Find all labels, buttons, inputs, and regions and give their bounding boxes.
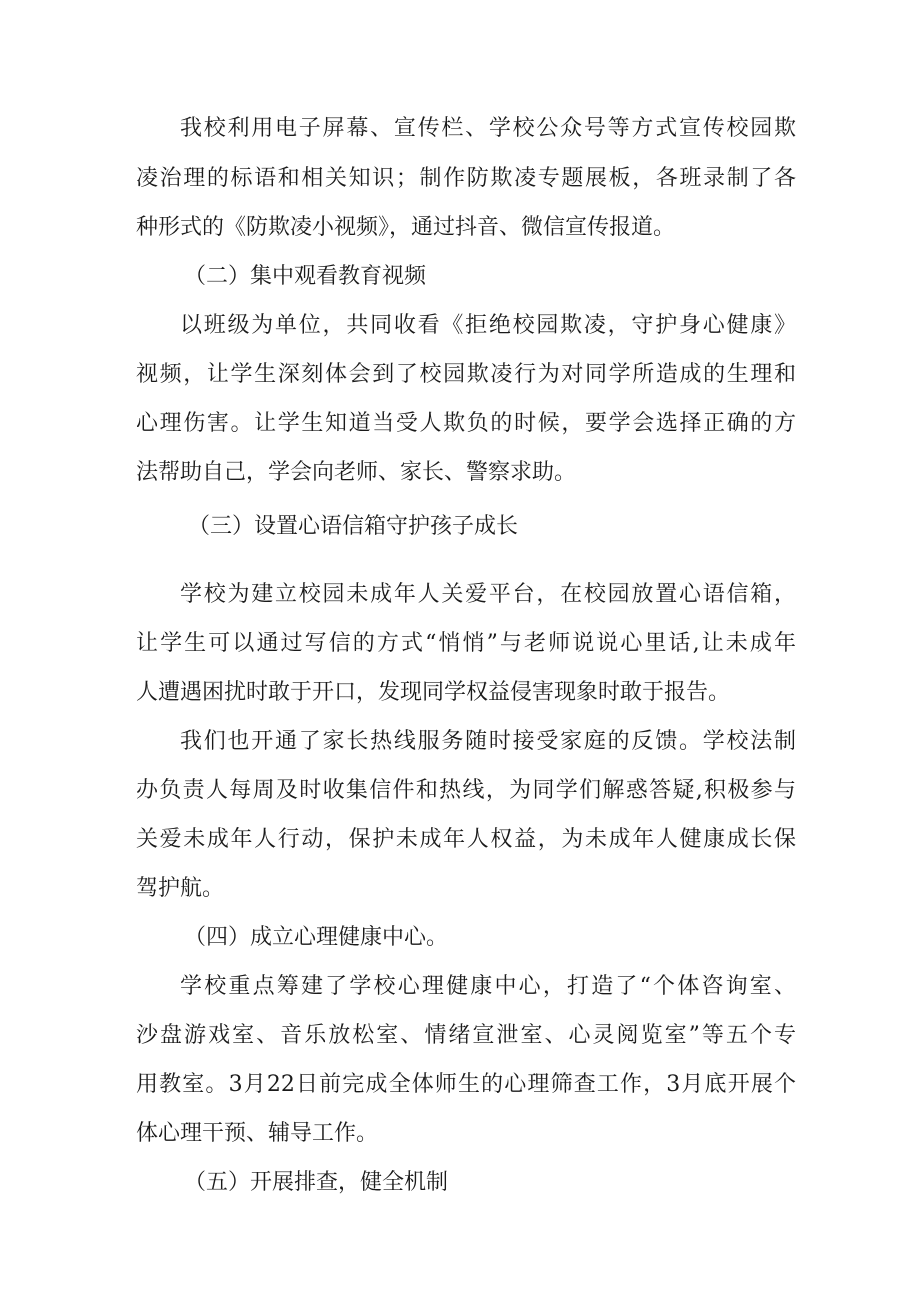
paragraph-line: 让学生可以通过写信的方式“悄悄”与老师说说心里话,让未成年 bbox=[136, 631, 796, 656]
paragraph-line: 人遭遇困扰时敢于开口，发现同学权益侵害现象时敢于报告。 bbox=[136, 680, 731, 705]
paragraph-line: 学校为建立校园未成年人关爱平台，在校园放置心语信箱， bbox=[180, 582, 796, 607]
paragraph-line: 凌治理的标语和相关知识；制作防欺凌专题展板，各班录制了各 bbox=[136, 166, 796, 191]
section-heading: （三）设置心语信箱守护孩子成长 bbox=[188, 514, 519, 539]
section-heading: （五）开展排查，健全机制 bbox=[184, 1170, 449, 1195]
paragraph-line: 体心理干预、辅导工作。 bbox=[136, 1121, 379, 1146]
section-heading: （四）成立心理健康中心。 bbox=[184, 925, 449, 950]
section-heading: （二）集中观看教育视频 bbox=[184, 264, 427, 289]
paragraph-line: 种形式的《防欺凌小视频》，通过抖音、微信宣传报道。 bbox=[136, 215, 676, 240]
paragraph-line: 办负责人每周及时收集信件和热线，为同学们解惑答疑,积极参与 bbox=[136, 778, 796, 803]
paragraph-line: 关爱未成年人行动，保护未成年人权益，为未成年人健康成长保 bbox=[136, 827, 796, 852]
paragraph-line: 用教室。3月22日前完成全体师生的心理筛查工作，3月底开展个 bbox=[136, 1072, 796, 1097]
paragraph-line: 视频，让学生深刻体会到了校园欺凌行为对同学所造成的生理和 bbox=[136, 362, 796, 387]
paragraph-line: 驾护航。 bbox=[136, 876, 225, 901]
paragraph-line: 以班级为单位，共同收看《拒绝校园欺凌，守护身心健康》 bbox=[180, 313, 796, 338]
paragraph-line: 沙盘游戏室、音乐放松室、情绪宣泄室、心灵阅览室”等五个专 bbox=[136, 1023, 796, 1048]
paragraph-line: 我们也开通了家长热线服务随时接受家庭的反馈。学校法制 bbox=[180, 729, 796, 754]
paragraph-line: 法帮助自己，学会向老师、家长、警察求助。 bbox=[136, 460, 577, 485]
paragraph-line: 我校利用电子屏幕、宣传栏、学校公众号等方式宣传校园欺 bbox=[180, 116, 796, 141]
paragraph-line: 心理伤害。让学生知道当受人欺负的时候，要学会选择正确的方 bbox=[136, 411, 796, 436]
paragraph-line: 学校重点筹建了学校心理健康中心，打造了“个体咨询室、 bbox=[180, 974, 796, 999]
